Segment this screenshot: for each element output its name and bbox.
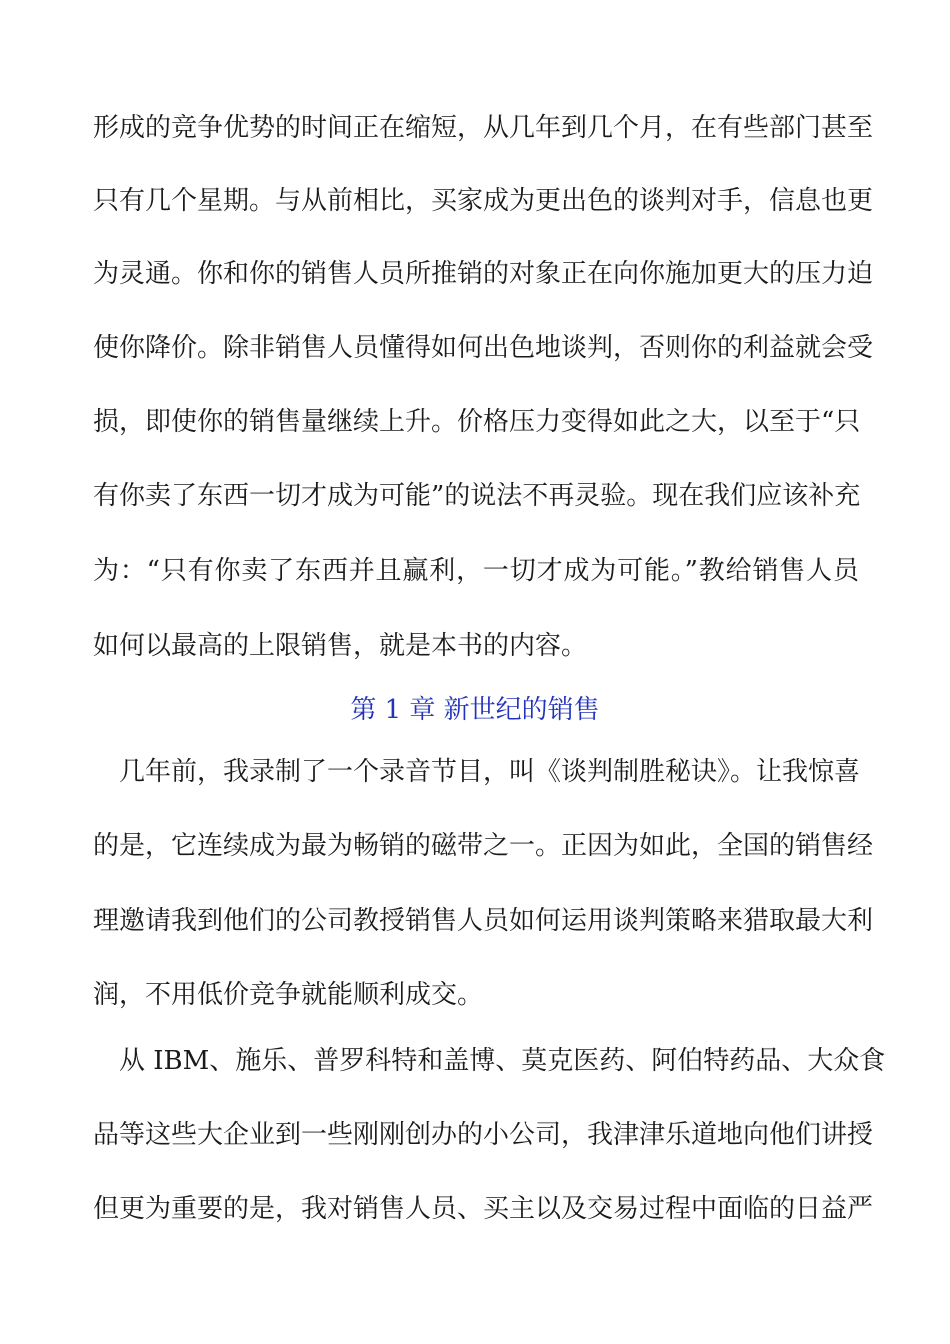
- text-line: 有你卖了东西一切才成为可能”的说法不再灵验。现在我们应该补充: [93, 481, 861, 511]
- text-line: 形成的竞争优势的时间正在缩短，从几年到几个月，在有些部门甚至: [93, 113, 874, 143]
- text-line: 品等这些大企业到一些刚刚创办的小公司，我津津乐道地向他们讲授: [93, 1120, 874, 1150]
- text-line: 但更为重要的是，我对销售人员、买主以及交易过程中面临的日益严: [93, 1194, 874, 1224]
- text-line: 如何以最高的上限销售，就是本书的内容。: [93, 631, 588, 661]
- text-line: 从 IBM、施乐、普罗科特和盖博、莫克医药、阿伯特药品、大众食: [119, 1046, 886, 1076]
- text-line: 为灵通。你和你的销售人员所推销的对象正在向你施加更大的压力迫: [93, 259, 874, 289]
- text-line: 的是，它连续成为最为畅销的磁带之一。正因为如此，全国的销售经: [93, 831, 874, 861]
- chapter-heading: 第 1 章 新世纪的销售: [350, 695, 600, 725]
- text-line: 使你降价。除非销售人员懂得如何出色地谈判，否则你的利益就会受: [93, 333, 874, 363]
- text-line: 为：“只有你卖了东西并且赢利，一切才成为可能。”教给销售人员: [93, 556, 859, 586]
- text-line: 理邀请我到他们的公司教授销售人员如何运用谈判策略来猎取最大利: [93, 906, 874, 936]
- text-line: 润，不用低价竞争就能顺利成交。: [93, 980, 484, 1010]
- text-line: 损，即使你的销售量继续上升。价格压力变得如此之大，以至于“只: [93, 407, 861, 437]
- text-line: 只有几个星期。与从前相比，买家成为更出色的谈判对手，信息也更: [93, 186, 874, 216]
- text-line: 几年前，我录制了一个录音节目，叫《谈判制胜秘诀》。让我惊喜: [119, 757, 861, 787]
